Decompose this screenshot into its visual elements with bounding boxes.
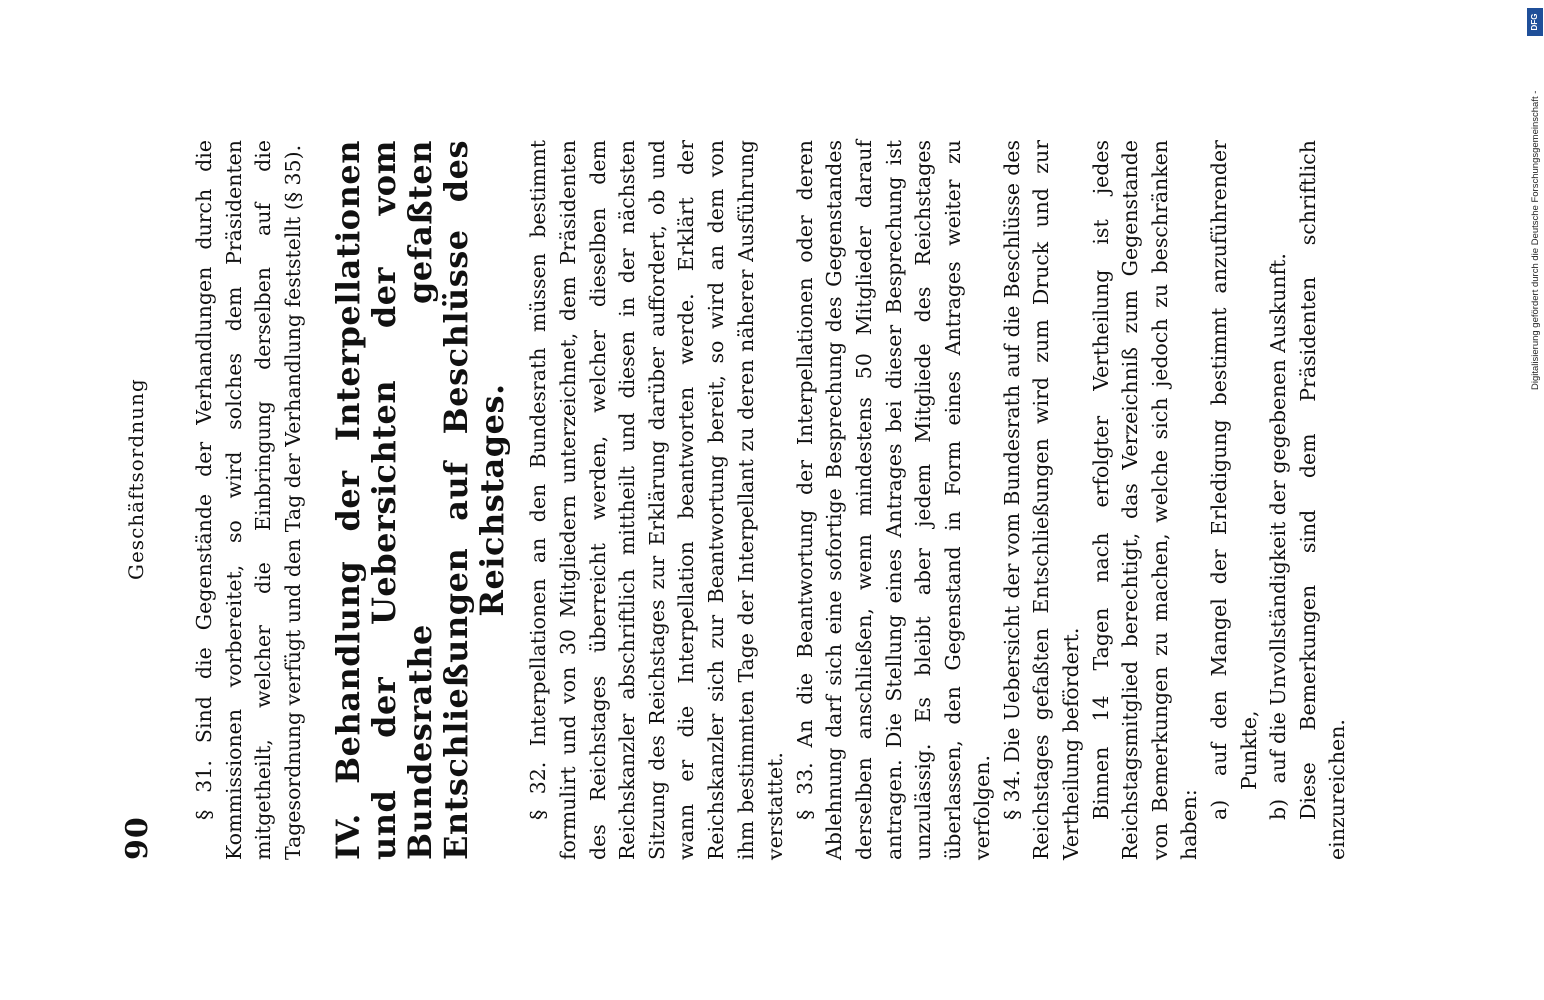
dfg-logo (1527, 8, 1543, 36)
running-head (120, 140, 155, 860)
list-item-label: a) (1207, 799, 1232, 820)
paragraph-34-continued: Binnen 14 Tagen nach erfolgter Vertheilung ist jedes Reichstagsmitglied berechtigt, das Verzeichniß zum Gegenstande von Bemerkungen zu machen, welche sich jedoch zu beschränken haben: (1088, 140, 1202, 860)
paragraph-34-final: Diese Bemerkungen sind dem Präsidenten schriftlich einzureichen. (1295, 140, 1350, 860)
paragraph-33: § 33. An die Beantwortung der Interpellationen oder deren Ablehnung darf sich eine sofortige Besprechung des Gegenstandes derselben anschließen, wenn mindestens 50 Mitglieder darauf antragen. Die Stellung eines Antrages bei dieser Besprechung ist unzulässig. Es bleibt aber jedem Mitgliede des Reichstages überlassen, den Gegenstand in Form eines Antrages weiter zu verfolgen. (792, 140, 995, 860)
scanned-page (120, 140, 1380, 860)
paragraph-32: § 32. Interpellationen an den Bundesrath müssen bestimmt formulirt und von 30 Mitgliedern unterzeichnet, dem Präsidenten des Reichstages überreicht werden, welcher dieselben dem Reichskanzler abschriftlich mittheilt und diesen in der nächsten Sitzung des Reichstages zur Erklärung darüber auffordert, ob und wann er die Interpellation beantworten werde. Erklärt der Reichskanzler sich zur Beantwortung bereit, so wird an dem von ihm bestimmten Tage der Interpellant zu deren näherer Ausführung verstattet. (526, 140, 788, 860)
restriction-list (1205, 140, 1294, 860)
body-text (190, 140, 1353, 860)
section-heading: IV. Behandlung der Interpellationen und der Uebersichten der vom Bundesrathe gefaßten Entschließungen auf Beschlüsse des Reichstages. (329, 140, 512, 860)
digitization-credit: Digitalisierung gefördert durch die Deutsche Forschungsgemeinschaft - (1530, 90, 1541, 390)
paragraph-31: § 31. Sind die Gegenstände der Verhandlungen durch die Kommissionen vorbereitet, so wird solches dem Präsidenten mitgetheilt, welcher die Einbringung derselben auf die Tagesordnung verfügt und den Tag der Verhandlung feststellt (§ 35). (192, 140, 305, 860)
list-item (1264, 140, 1294, 860)
running-title: Geschäftsordnung (124, 378, 148, 580)
list-item-text: auf den Mangel der Erledigung bestimmt anzuführender Punkte, (1207, 140, 1261, 790)
page-number: 90 (120, 816, 155, 860)
list-item-label: b) (1266, 798, 1291, 820)
list-item (1205, 140, 1264, 860)
dfg-logo-text: DFG (1530, 13, 1539, 31)
list-item-text: auf die Unvollständigkeit der gegebenen Auskunft. (1266, 253, 1291, 784)
paragraph-34: § 34. Die Uebersicht der vom Bundesrath auf die Beschlüsse des Reichstages gefaßten Entschließungen wird zum Druck und zur Vertheilung befördert. (999, 140, 1084, 860)
